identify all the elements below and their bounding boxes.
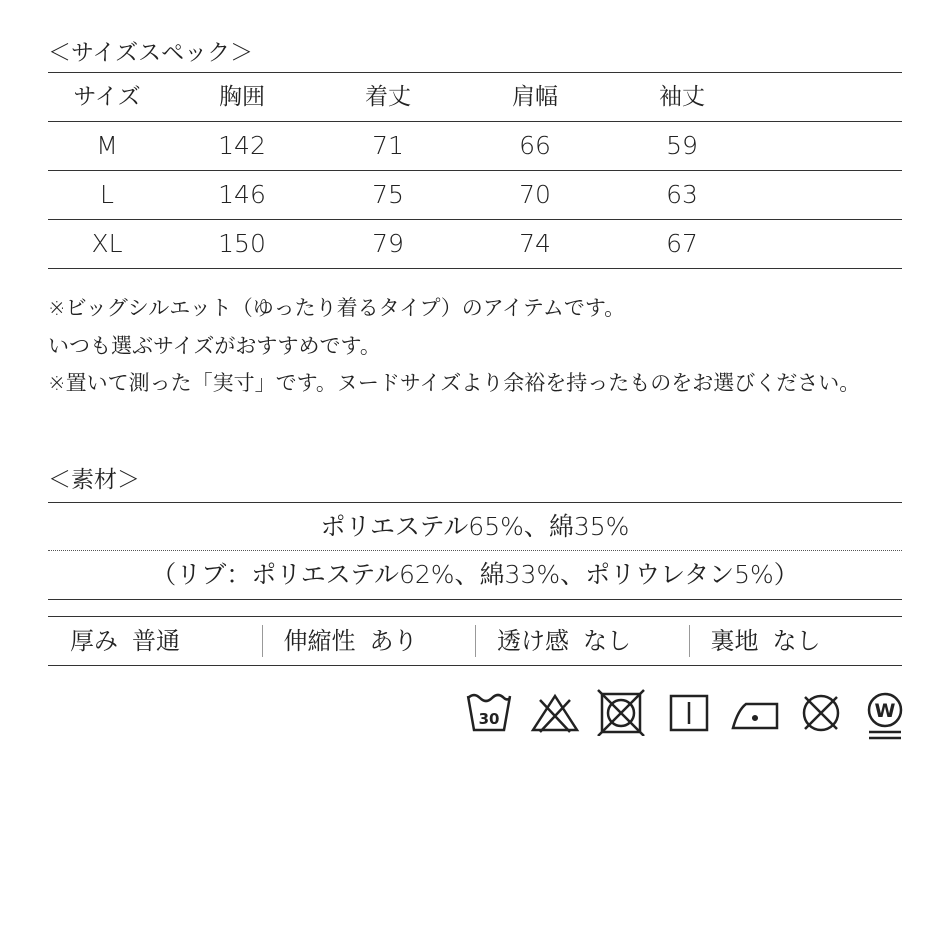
spec-heading: ＜サイズスペック＞: [48, 40, 254, 66]
material-main: ポリエステル65%、綿35%: [48, 502, 902, 551]
table-row: [48, 122, 902, 171]
no-tumble-dry-icon: [596, 686, 646, 736]
table-row: [48, 220, 902, 269]
property-thickness: [48, 617, 262, 665]
table-row: [48, 171, 902, 220]
no-bleach-icon: [530, 686, 580, 736]
size-cell: M: [96, 131, 118, 160]
material-heading: ＜素材＞: [48, 467, 140, 493]
property-value: 普通: [132, 627, 180, 655]
wet-clean-letter: W: [874, 700, 896, 722]
iron-low-icon: [730, 686, 780, 736]
shoulder-cell: 66: [519, 131, 551, 160]
chest-cell: 146: [218, 180, 266, 209]
wash-temp-label: 30: [478, 710, 500, 728]
wash-30-icon: [464, 686, 514, 736]
wet-clean-icon: [860, 686, 910, 744]
shoulder-cell: 70: [519, 180, 551, 209]
property-label: 厚み: [70, 627, 118, 655]
property-value: なし: [772, 627, 821, 655]
header-length: 着丈: [365, 84, 411, 110]
material-box: [48, 502, 902, 600]
material-rib: （リブ：ポリエステル62%、綿33%、ポリウレタン5%）: [48, 551, 902, 600]
note-line: いつも選ぶサイズがおすすめです。: [48, 333, 381, 358]
property-label: 透け感: [497, 627, 569, 655]
sleeve-cell: 63: [666, 180, 698, 209]
sleeve-cell: 67: [666, 229, 698, 258]
length-cell: 75: [372, 180, 404, 209]
property-sheerness: [475, 617, 689, 665]
table-header-row: [48, 72, 902, 122]
size-cell: L: [100, 180, 114, 209]
size-table: [48, 72, 902, 269]
length-cell: 79: [372, 229, 404, 258]
header-size: サイズ: [73, 84, 141, 110]
care-icons: [464, 686, 904, 744]
note-line: ※ビッグシルエット（ゆったり着るタイプ）のアイテムです。: [48, 296, 626, 320]
note-line: ※置いて測った「実寸」です。ヌードサイズより余裕を持ったものをお選びください。: [48, 371, 861, 395]
line-dry-icon: [664, 686, 714, 736]
fabric-properties: [48, 616, 902, 666]
header-shoulder: 肩幅: [512, 84, 558, 110]
property-value: あり: [369, 627, 418, 655]
header-chest: 胸囲: [219, 84, 265, 110]
length-cell: 71: [372, 131, 404, 160]
sleeve-cell: 59: [666, 131, 698, 160]
property-value: なし: [583, 627, 631, 655]
chest-cell: 150: [218, 229, 266, 258]
shoulder-cell: 74: [519, 229, 551, 258]
property-lining: [689, 617, 903, 665]
size-cell: XL: [91, 229, 123, 258]
header-sleeve: 袖丈: [659, 84, 705, 110]
size-notes: [48, 290, 860, 403]
property-label: 伸縮性: [283, 627, 356, 655]
property-label: 裏地: [710, 627, 759, 655]
property-stretch: [262, 617, 476, 665]
chest-cell: 142: [218, 131, 266, 160]
no-dry-clean-icon: [796, 686, 846, 736]
